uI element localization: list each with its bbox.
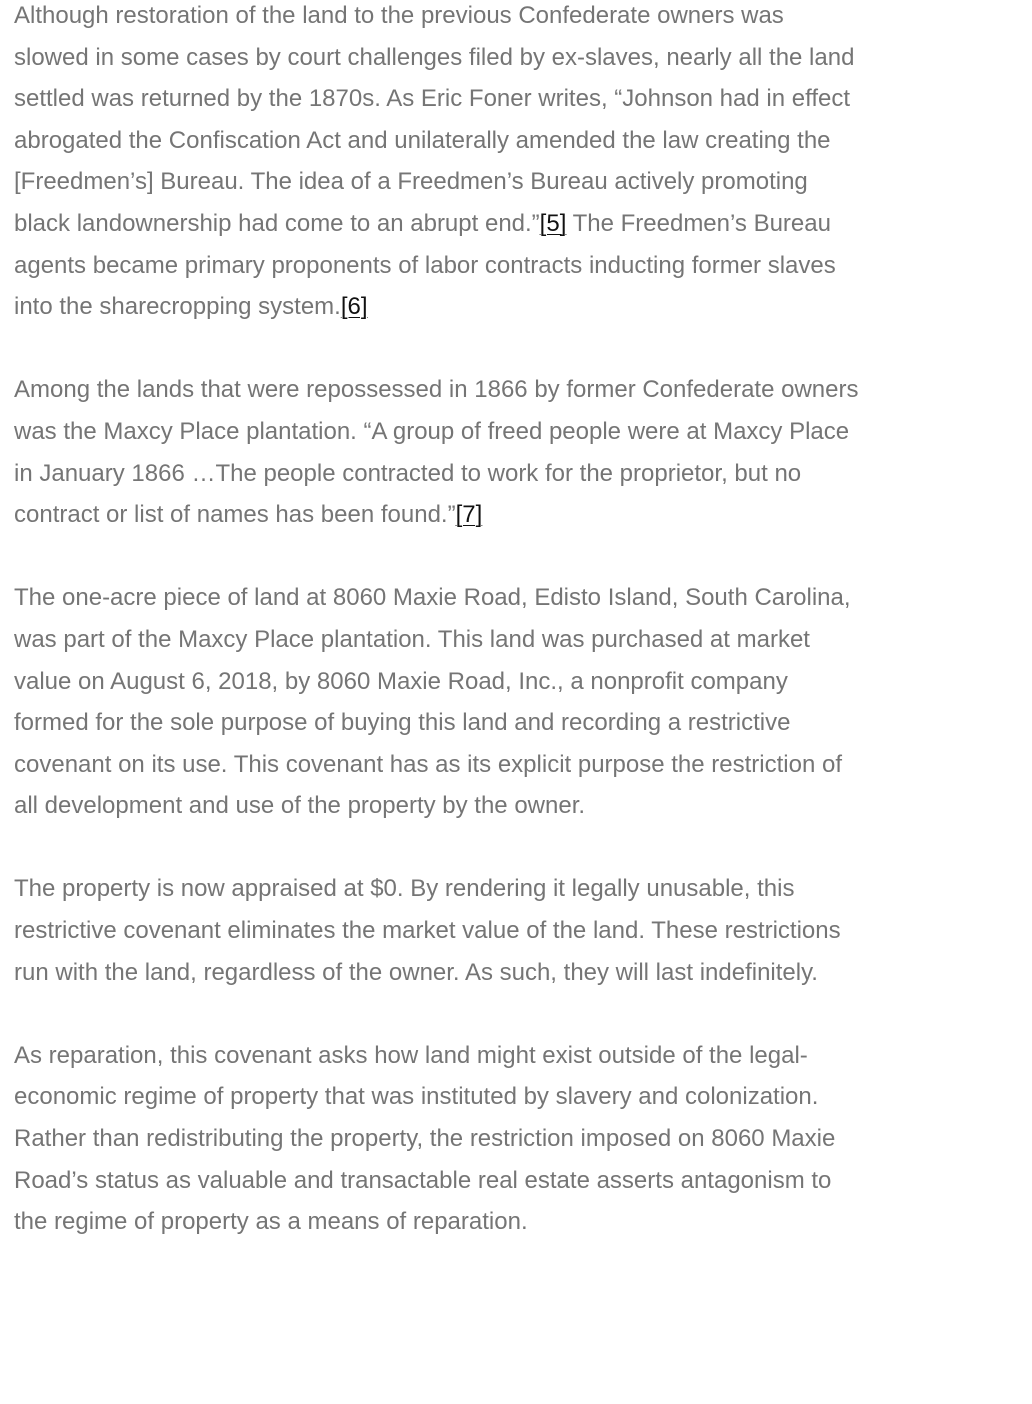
- paragraph-reparation: As reparation, this covenant asks how land might exist outside of the legal-economic regime of property that was instituted by slavery and colonization. Rather than redistributing the property, the restriction imposed on 8060 Maxie Road’s status as valuable and transactable real estate asserts antagonism to the regime of property as a means of reparation.: [14, 1041, 836, 1236]
- paragraph-restoration: [14, 0, 864, 328]
- paragraph-appraisal: The property is now appraised at $0. By rendering it legally unusable, this restrictive covenant eliminates the market value of the land. These restrictions run with the land, regardless of the owner. As such, they will last indefinitely.: [14, 875, 841, 986]
- paragraph-text: The Freedmen’s Bureau agents became primary proponents of labor contracts inducting former slaves into the sharecropping system.: [14, 209, 836, 321]
- paragraph-text: Among the lands that were repossessed in 1866 by former Confederate owners was the Maxcy Place plantation. “A group of freed people were at Maxcy Place in January 1866 …The people contracted to work for the proprietor, but no contract or list of names has been found.”: [14, 376, 859, 529]
- footnote-link-5[interactable]: [5]: [539, 209, 567, 237]
- paragraph-maxcy-place: [14, 369, 864, 535]
- paragraph-one-acre: The one-acre piece of land at 8060 Maxie Road, Edisto Island, South Carolina, was part of the Maxcy Place plantation. This land was purchased at market value on August 6, 2018, by 8060 Maxie Road, Inc., a nonprofit company formed for the sole purpose of buying this land and recording a restrictive covenant on its use. This covenant has as its explicit purpose the restriction of all development and use of the property by the owner.: [14, 584, 851, 820]
- paragraph-text: Although restoration of the land to the previous Confederate owners was slowed in some cases by court challenges filed by ex-slaves, nearly all the land settled was returned by the 1870s. As Eric Foner writes, “Johnson had in effect abrogated the Confiscation Act and unilaterally amended the law creating the [Freedmen’s] Bureau. The idea of a Freedmen’s Bureau actively promoting black landownership had come to an abrupt end.”: [14, 2, 855, 237]
- footnote-link-6[interactable]: [6]: [340, 293, 368, 321]
- footnote-link-7[interactable]: [7]: [455, 501, 483, 529]
- article-body: [14, 0, 864, 1284]
